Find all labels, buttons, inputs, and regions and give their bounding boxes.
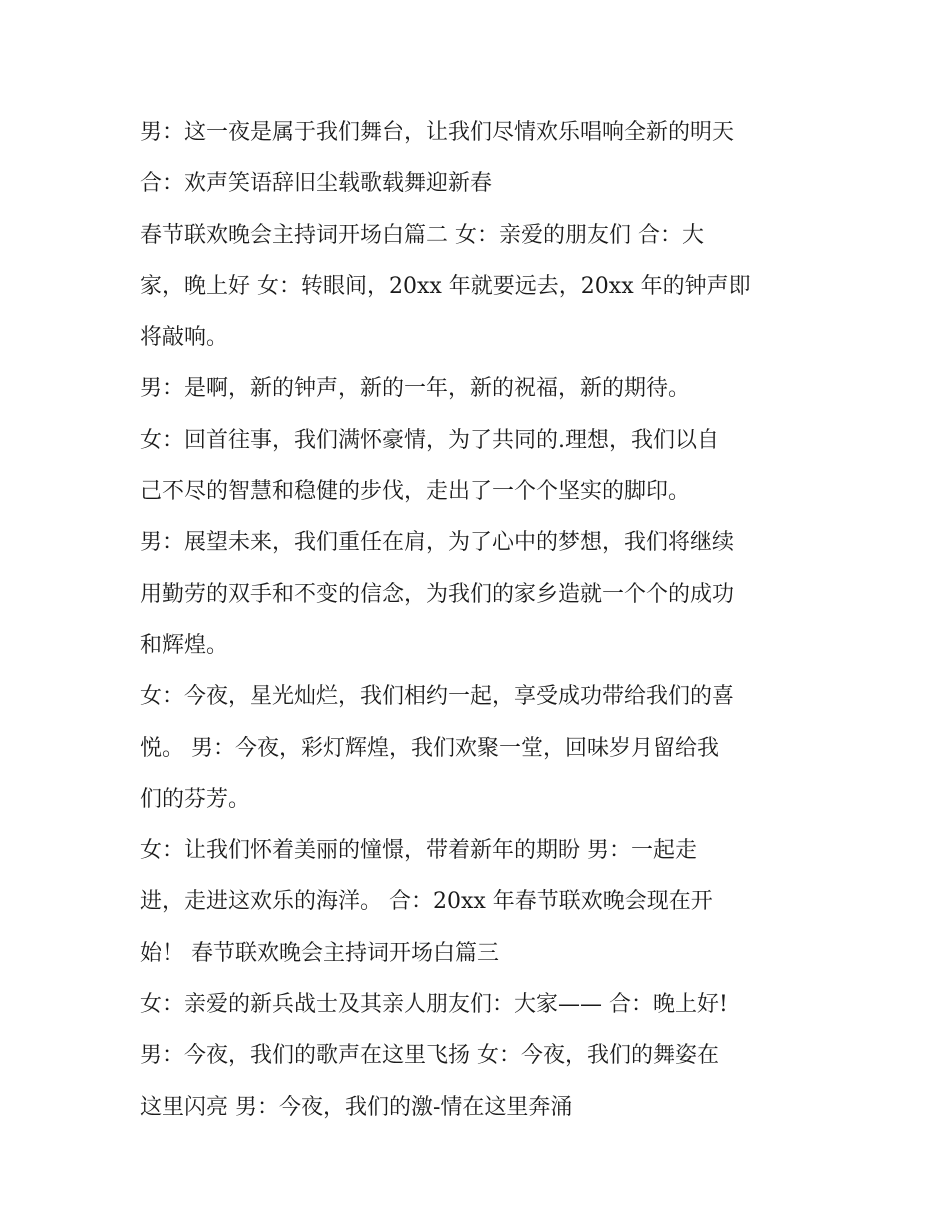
text-line: 合：欢声笑语辞旧尘载歌载舞迎新春: [140, 171, 493, 197]
text-line: 春节联欢晚会主持词开场白篇二 女：亲爱的朋友们 合：大: [140, 222, 704, 248]
text-line: 将敲响。: [140, 325, 229, 351]
text-line: 女：让我们怀着美丽的憧憬，带着新年的期盼 男：一起走: [140, 838, 697, 864]
text-line: 和辉煌。: [140, 632, 229, 658]
text-line: 进，走进这欢乐的海洋。 合：20xx 年春节联欢晚会现在开: [140, 889, 713, 915]
text-line: 女：今夜，星光灿烂，我们相约一起，享受成功带给我们的喜: [140, 684, 735, 710]
text-line: 们的芬芳。: [140, 786, 251, 812]
text-line: 女：亲爱的新兵战士及其亲人朋友们：大家—— 合：晚上好!: [140, 992, 728, 1018]
text-line: 己不尽的智慧和稳健的步伐，走出了一个个坚实的脚印。: [140, 479, 691, 505]
text-line: 这里闪亮 男：今夜，我们的激-情在这里奔涌: [140, 1094, 573, 1120]
text-line: 始！ 春节联欢晚会主持词开场白篇三: [140, 940, 499, 966]
document-body: [140, 107, 820, 1133]
text-line: 男：展望未来，我们重任在肩，为了心中的梦想，我们将继续: [140, 530, 735, 556]
text-line: 家，晚上好 女：转眼间，20xx 年就要远去，20xx 年的钟声即: [140, 273, 751, 299]
text-line: 女：回首往事，我们满怀豪情，为了共同的.理想，我们以自: [140, 427, 719, 453]
text-line: 用勤劳的双手和不变的信念，为我们的家乡造就一个个的成功: [140, 581, 735, 607]
text-line: 男：今夜，我们的歌声在这里飞扬 女：今夜，我们的舞姿在: [140, 1043, 719, 1069]
text-line: 男：是啊，新的钟声，新的一年，新的祝福，新的期待。: [140, 376, 691, 402]
text-line: 男：这一夜是属于我们舞台，让我们尽情欢乐唱响全新的明天: [140, 120, 735, 145]
text-line: 悦。 男：今夜，彩灯辉煌，我们欢聚一堂，回味岁月留给我: [140, 735, 719, 761]
